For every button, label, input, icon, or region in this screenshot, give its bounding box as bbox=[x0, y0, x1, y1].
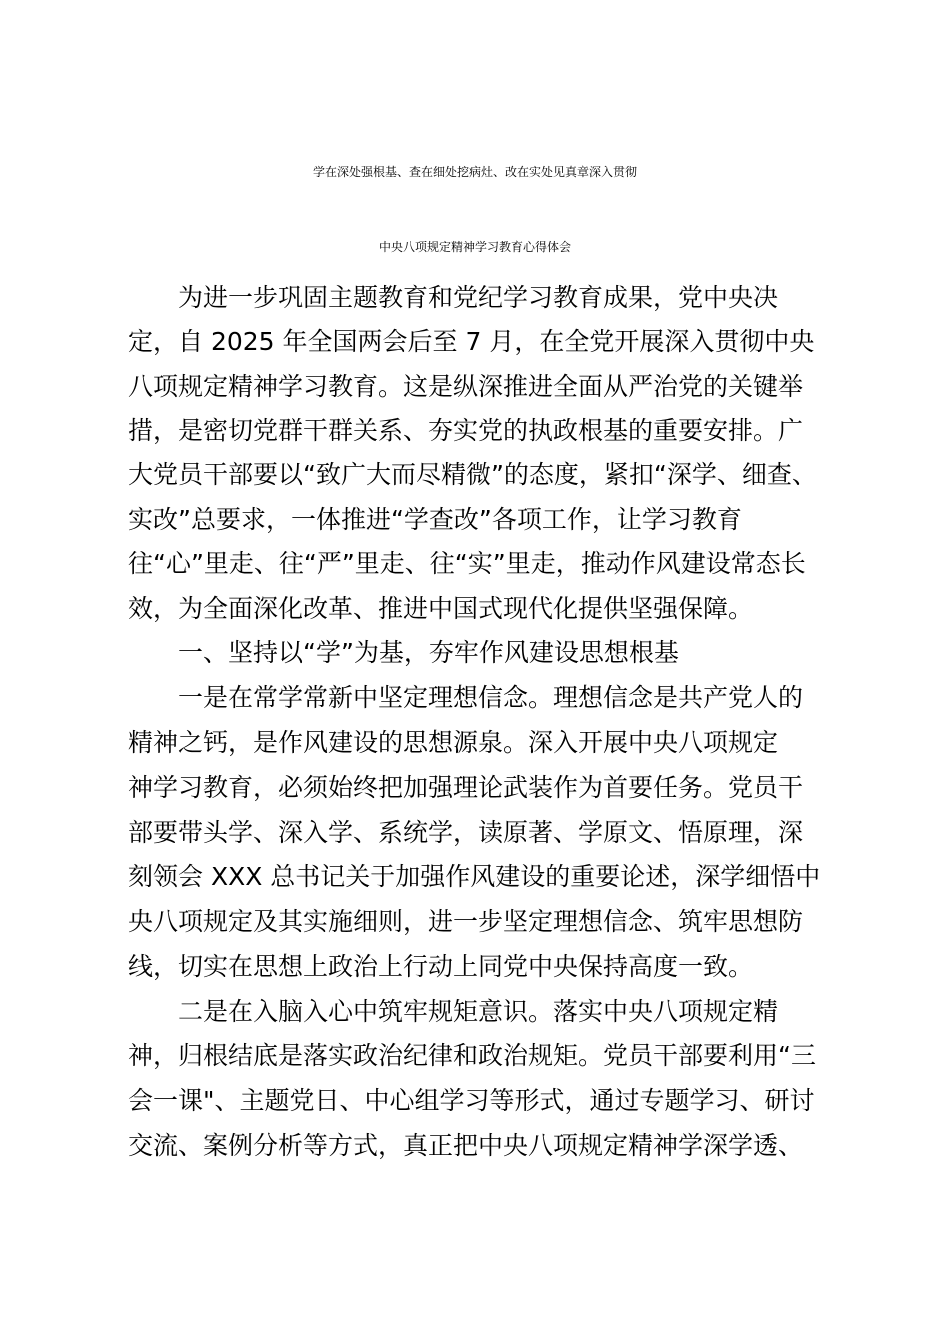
body-line: 刻领会 XXX 总书记关于加强作风建设的重要论述，深学细悟中 bbox=[128, 862, 821, 891]
body-line: 央八项规定及其实施细则，进一步坚定理想信念、筑牢思想防 bbox=[128, 907, 804, 936]
body-line: 措，是密切党群干群关系、夯实党的执政根基的重要安排。广 bbox=[128, 416, 804, 445]
body-line: 神，归根结底是落实政治纪律和政治规矩。党员干部要利用“三 bbox=[128, 1041, 816, 1070]
body-line: 一是在常学常新中坚定理想信念。理想信念是共产党人的 bbox=[178, 683, 804, 712]
body-line: 交流、案例分析等方式，真正把中央八项规定精神学深学透、 bbox=[128, 1131, 804, 1160]
body-line: 为进一步巩固主题教育和党纪学习教育成果，党中央决 bbox=[178, 283, 779, 312]
body-line: 八项规定精神学习教育。这是纵深推进全面从严治党的关键举 bbox=[128, 372, 804, 401]
body-line: 精神之钙，是作风建设的思想源泉。深入开展中央八项规定 bbox=[128, 728, 779, 757]
body-line: 神学习教育，必须始终把加强理论武装作为首要任务。党员干 bbox=[128, 773, 804, 802]
document-title-line-1: 学在深处强根基、查在细处挖病灶、改在实处见真章深入贯彻 bbox=[312, 165, 637, 179]
body-line: 部要带头学、深入学、系统学，读原著、学原文、悟原理，深 bbox=[128, 818, 804, 847]
document-title-line-2: 中央八项规定精神学习教育心得体会 bbox=[378, 240, 571, 254]
body-line: 会一课"、主题党日、中心组学习等形式，通过专题学习、研讨 bbox=[128, 1086, 815, 1115]
body-line: 往“心”里走、往“严”里走、往“实”里走，推动作风建设常态长 bbox=[128, 549, 806, 578]
body-line: 效，为全面深化改革、推进中国式现代化提供坚强保障。 bbox=[128, 594, 754, 623]
body-line: 大党员干部要以“致广大而尽精微”的态度，紧扣“深学、细查、 bbox=[128, 460, 817, 489]
body-line: 定，自 2025 年全国两会后至 7 月，在全党开展深入贯彻中央 bbox=[128, 327, 815, 356]
body-line: 线，切实在思想上政治上行动上同党中央保持高度一致。 bbox=[128, 952, 754, 981]
section-heading: 一、坚持以“学”为基，夯牢作风建设思想根基 bbox=[178, 638, 679, 667]
body-line: 实改”总要求，一体推进“学查改”各项工作，让学习教育 bbox=[128, 505, 742, 534]
body-line: 二是在入脑入心中筑牢规矩意识。落实中央八项规定精 bbox=[178, 997, 779, 1026]
